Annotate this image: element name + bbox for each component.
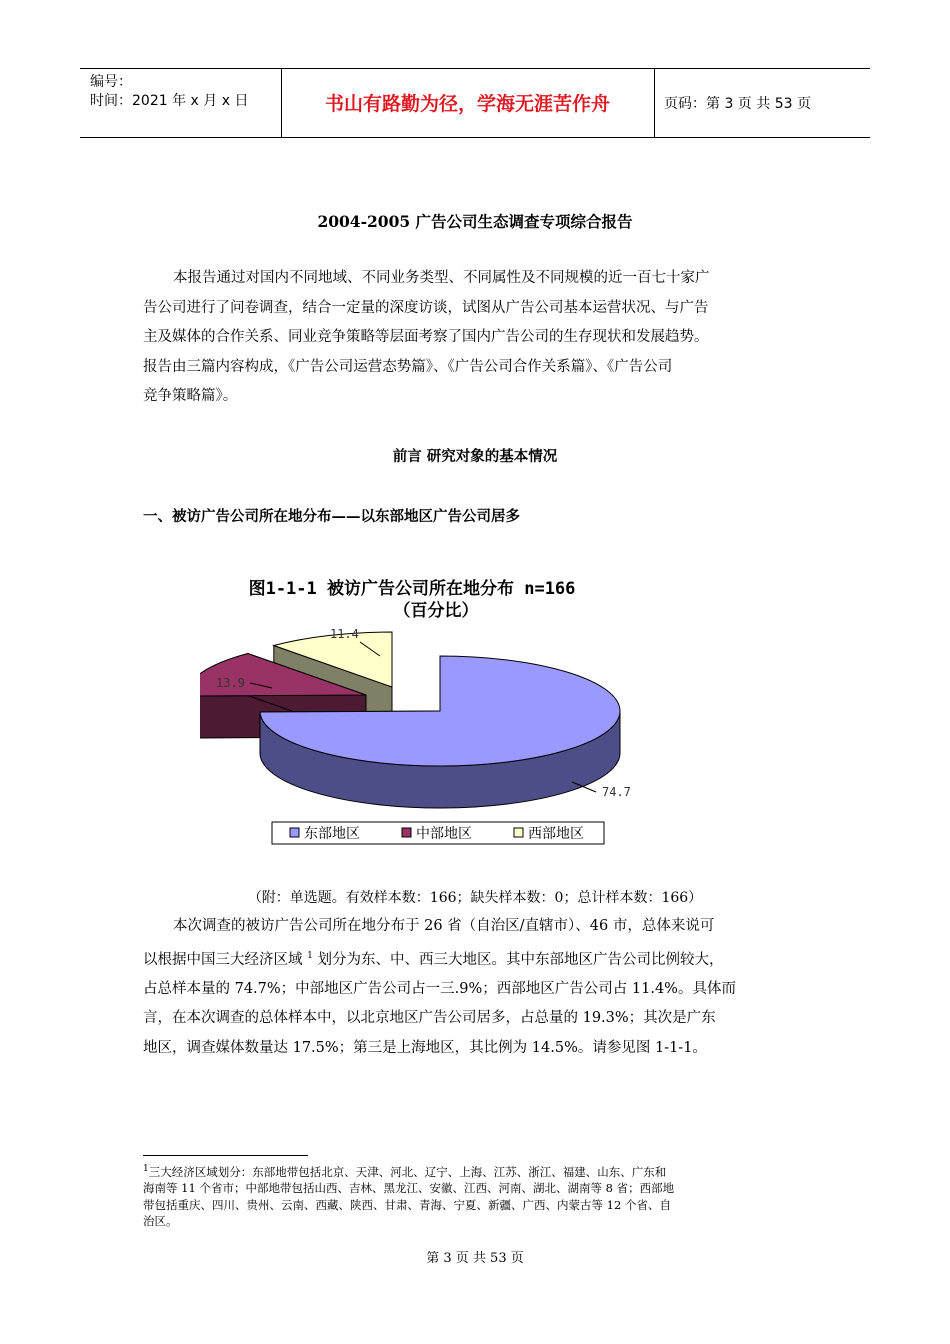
legend-swatch [402, 828, 411, 837]
header-page-info: 页码：第 3 页 共 53 页 [664, 96, 811, 112]
footnote-separator [143, 1155, 308, 1156]
header-meta [90, 73, 248, 111]
pie-chart [200, 570, 660, 860]
pie-value-label: 11.4 [330, 627, 359, 641]
subsection-heading: 一、被访广告公司所在地分布——以东部地区广告公司居多 [143, 508, 520, 525]
header-motto: 书山有路勤为径，学海无涯苦作舟 [324, 93, 610, 115]
body-line-text: 以根据中国三大经济区域 [143, 951, 303, 968]
footnote-line: 海南等 11 个省市；中部地带包括山西、吉林、黑龙江、安徽、江西、河南、湖北、湖南等 8 省；西部地 [143, 1181, 675, 1196]
section-heading: 前言 研究对象的基本情况 [392, 448, 558, 465]
document-title: 2004-2005 广告公司生态调查专项综合报告 [317, 212, 633, 231]
footnote-line [143, 1161, 808, 1180]
body-line: 占总样本量的 74.7%；中部地区广告公司占一三.9%；西部地区广告公司占 11.4%。具体而 [143, 980, 736, 997]
body-line: 地区，调查媒体数量达 17.5%；第三是上海地区，其比例为 14.5%。请参见图 1-1-1。 [143, 1039, 707, 1056]
body-line: 言，在本次调查的总体样本中，以北京地区广告公司居多，占总量的 19.3%；其次是广东 [143, 1010, 716, 1027]
footnote-line: 治区。 [143, 1214, 178, 1229]
intro-line: 本报告通过对国内不同地域、不同业务类型、不同属性及不同规模的近一百七十家广 [173, 270, 710, 286]
chart-subtitle: （百分比） [393, 601, 479, 621]
footnote-text: 三大经济区域划分：东部地带包括北京、天津、河北、辽宁、上海、江苏、浙江、福建、山东、广东和 [148, 1164, 667, 1179]
pie-value-label: 13.9 [216, 676, 245, 690]
footnote-line: 带包括重庆、四川、贵州、云南、西藏、陕西、甘肃、青海、宁夏、新疆、广西、内蒙古等 12 个省、自 [143, 1197, 671, 1212]
legend-label: 东部地区 [304, 826, 360, 842]
intro-line: 报告由三篇内容构成，《广告公司运营态势篇》、《广告公司合作关系篇》、《广告公司 [143, 358, 673, 375]
legend-label: 西部地区 [528, 826, 584, 842]
header-divider [654, 69, 655, 137]
code-label: 编号： [90, 74, 132, 90]
intro-line: 告公司进行了问卷调查，结合一定量的深度访谈，试图从广告公司基本运营状况、与广告 [143, 299, 709, 316]
page-header [80, 68, 870, 138]
time-label: 时间：2021 年 x 月 x 日 [90, 93, 249, 109]
intro-line: 主及媒体的合作关系、同业竞争策略等层面考察了国内广告公司的生存现状和发展趋势。 [143, 329, 709, 345]
footnote-ref[interactable]: 1 [307, 950, 313, 961]
footnote [143, 1161, 808, 1230]
intro-paragraph [143, 264, 818, 412]
legend-label: 中部地区 [416, 826, 472, 842]
chart-title: 图1-1-1 被访广告公司所在地分布 n=166 [248, 579, 576, 599]
chart-legend [272, 822, 604, 844]
pie-value-label: 74.7 [602, 785, 631, 799]
body-line [143, 942, 818, 975]
footnote-mark: 1 [143, 1164, 149, 1174]
pie-chart-svg [200, 570, 660, 860]
body-line: 本次调查的被访广告公司所在地分布于 26 省（自治区/直辖市）、46 市，总体来说可 [173, 918, 715, 934]
body-line-text: 划分为东、中、西三大地区。其中东部地区广告公司比例较大， [317, 951, 724, 968]
body-paragraph [143, 912, 818, 1063]
legend-swatch [514, 828, 523, 837]
pie-slices [200, 632, 620, 808]
legend-swatch [290, 828, 299, 837]
intro-line: 竞争策略篇》。 [143, 388, 238, 404]
chart-note: （附：单选题。有效样本数：166；缺失样本数：0；总计样本数：166） [247, 890, 703, 906]
page-footer: 第 3 页 共 53 页 [426, 1251, 524, 1266]
